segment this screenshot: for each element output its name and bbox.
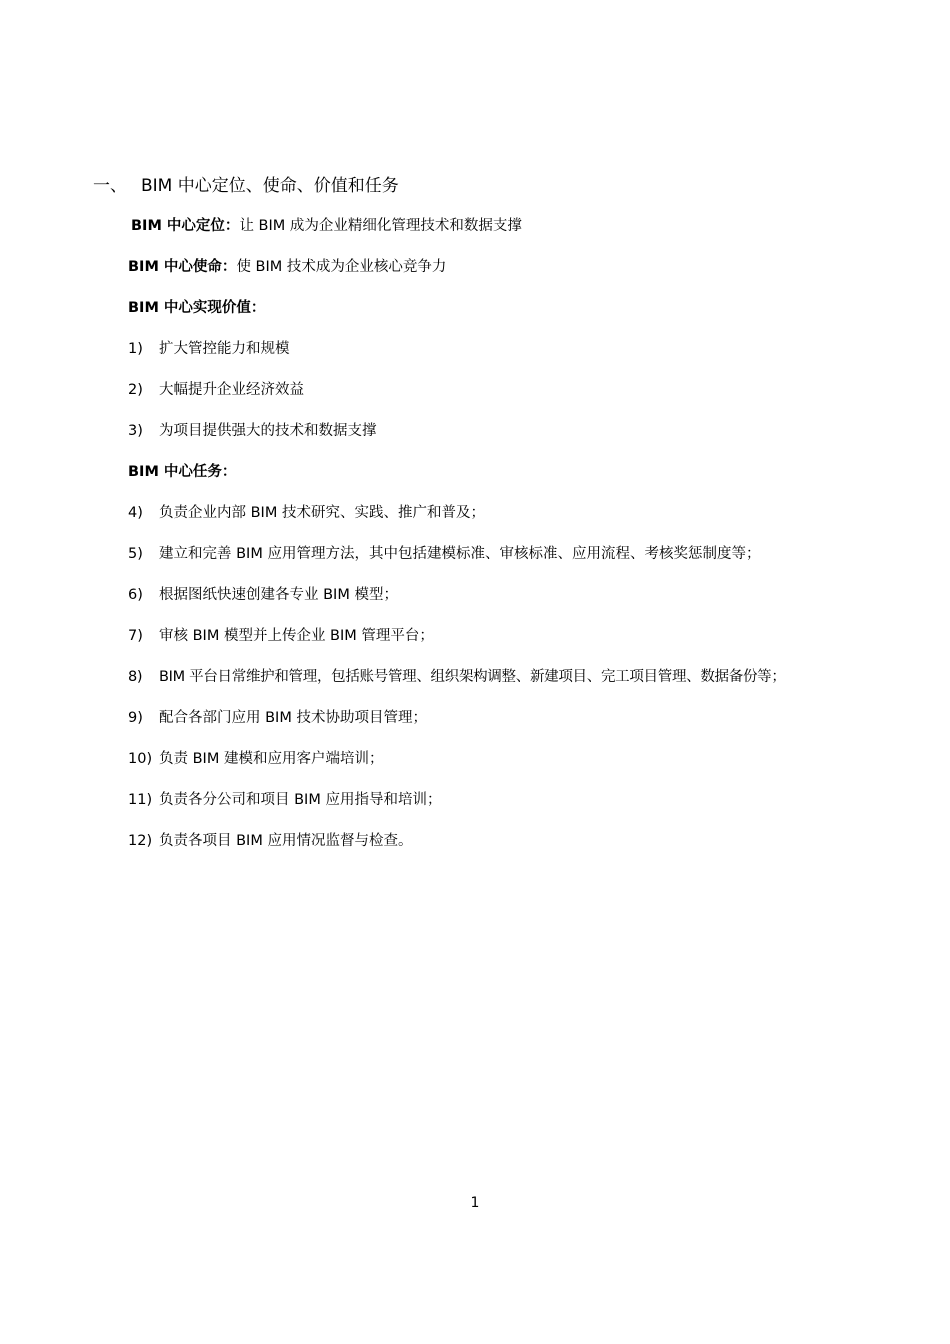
list-item-text: 为项目提供强大的技术和数据支撑 [159, 423, 377, 439]
list-item [128, 625, 434, 647]
list-item [128, 830, 412, 852]
mission-label: BIM 中心使命： [128, 259, 237, 275]
mission-text: 使 BIM 技术成为企业核心竞争力 [236, 259, 447, 275]
list-item-number: 4) [128, 505, 143, 521]
list-item-number: 12) [128, 833, 153, 849]
list-item [128, 502, 485, 524]
list-item-text: 根据图纸快速创建各专业 BIM 模型； [159, 587, 398, 603]
list-item [128, 584, 398, 606]
list-item-text: BIM 平台日常维护和管理，包括账号管理、组织架构调整、新建项目、完工项目管理、数据备份等； [159, 669, 786, 685]
positioning-text: 让 BIM 成为企业精细化管理技术和数据支撑 [239, 218, 522, 234]
list-item-text: 大幅提升企业经济效益 [159, 382, 304, 398]
list-item-text: 负责各项目 BIM 应用情况监督与检查。 [159, 833, 413, 849]
list-item [128, 748, 383, 770]
list-item-text: 扩大管控能力和规模 [159, 341, 290, 357]
list-item-text: 负责企业内部 BIM 技术研究、实践、推广和普及； [159, 505, 485, 521]
list-item-number: 7) [128, 628, 143, 644]
list-item-number: 8) [128, 669, 143, 685]
list-item-number: 1) [128, 341, 143, 357]
list-item-number: 2) [128, 382, 143, 398]
list-item [128, 666, 786, 688]
section-heading [93, 174, 399, 198]
list-item-number: 5) [128, 546, 143, 562]
value-label: BIM 中心实现价值： [128, 300, 266, 316]
list-item-text: 负责 BIM 建模和应用客户端培训； [159, 751, 384, 767]
positioning-line [131, 215, 522, 237]
list-item-text: 建立和完善 BIM 应用管理方法，其中包括建模标准、审核标准、应用流程、考核奖惩制度等； [159, 546, 761, 562]
page-number: 1 [470, 1195, 480, 1211]
list-item [128, 789, 441, 811]
section-title: BIM 中心定位、使命、价值和任务 [141, 176, 399, 196]
tasks-label: BIM 中心任务： [128, 464, 237, 480]
list-item [128, 707, 427, 729]
list-item-number: 11) [128, 792, 153, 808]
mission-line [128, 256, 446, 278]
section-number: 一、 [93, 176, 127, 196]
list-item-number: 9) [128, 710, 143, 726]
tasks-heading [128, 461, 236, 483]
positioning-label: BIM 中心定位： [131, 218, 240, 234]
list-item [128, 420, 377, 442]
list-item-text: 审核 BIM 模型并上传企业 BIM 管理平台； [159, 628, 434, 644]
list-item-number: 3) [128, 423, 143, 439]
list-item [128, 543, 760, 565]
list-item [128, 338, 290, 360]
list-item-number: 10) [128, 751, 153, 767]
list-item-number: 6) [128, 587, 143, 603]
list-item-text: 配合各部门应用 BIM 技术协助项目管理； [159, 710, 427, 726]
list-item-text: 负责各分公司和项目 BIM 应用指导和培训； [159, 792, 442, 808]
value-heading [128, 297, 265, 319]
list-item [128, 379, 304, 401]
